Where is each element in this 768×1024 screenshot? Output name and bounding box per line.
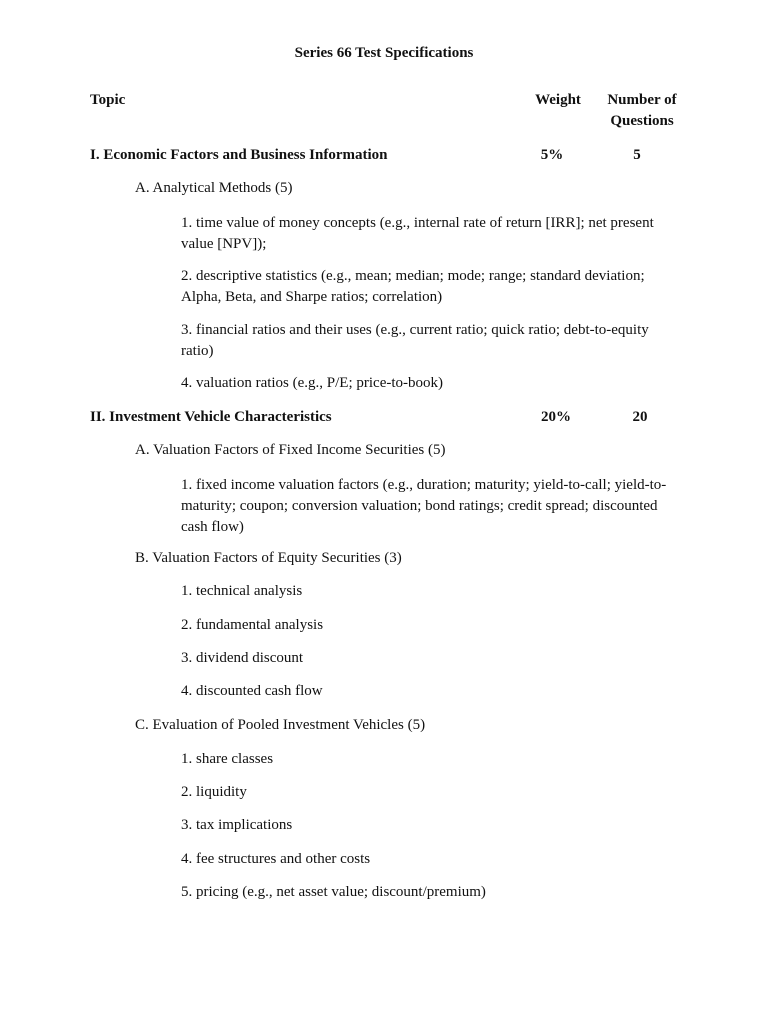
subsection-heading: A. Valuation Factors of Fixed Income Securities (5) (135, 442, 446, 458)
column-header-number-line2: Questions (610, 113, 674, 129)
column-header-number-line1: Number of (607, 92, 677, 108)
list-item: 1. technical analysis (181, 583, 303, 599)
list-item: 2. descriptive statistics (e.g., mean; median; mode; range; standard deviation; Alpha, Beta, and Sharpe ratios; correlation) (181, 268, 645, 305)
section-heading: II. Investment Vehicle Characteristics (90, 409, 332, 425)
section-question-count: 5 (633, 147, 641, 163)
section-weight: 20% (541, 409, 571, 425)
list-item: 2. liquidity (181, 784, 247, 800)
subsection-heading: A. Analytical Methods (5) (135, 180, 293, 196)
subsection-heading: C. Evaluation of Pooled Investment Vehicles (5) (135, 717, 426, 733)
list-item: 2. fundamental analysis (181, 617, 324, 633)
column-header-topic: Topic (90, 92, 126, 108)
list-item: 3. tax implications (181, 817, 293, 833)
section-question-count: 20 (632, 409, 648, 425)
list-item: 3. financial ratios and their uses (e.g., current ratio; quick ratio; debt-to-equity ratio) (181, 322, 649, 359)
list-item: 1. fixed income valuation factors (e.g., duration; maturity; yield-to-call; yield-to-maturity; coupon; conversion valuation; bond ratings; credit spread; discounted cash flow) (181, 477, 667, 535)
section-weight: 5% (540, 147, 564, 163)
subsection-heading: B. Valuation Factors of Equity Securities (3) (135, 550, 402, 566)
list-item: 4. valuation ratios (e.g., P/E; price-to-book) (181, 375, 444, 391)
list-item: 4. fee structures and other costs (181, 851, 371, 867)
list-item: 3. dividend discount (181, 650, 304, 666)
column-header-weight: Weight (535, 92, 581, 108)
list-item: 1. share classes (181, 751, 274, 767)
list-item: 4. discounted cash flow (181, 683, 323, 699)
section-heading: I. Economic Factors and Business Information (90, 147, 388, 163)
list-item: 5. pricing (e.g., net asset value; discount/premium) (181, 884, 486, 900)
page-title: Series 66 Test Specifications (294, 45, 474, 61)
list-item: 1. time value of money concepts (e.g., internal rate of return [IRR]; net present value [NPV]); (181, 215, 654, 252)
